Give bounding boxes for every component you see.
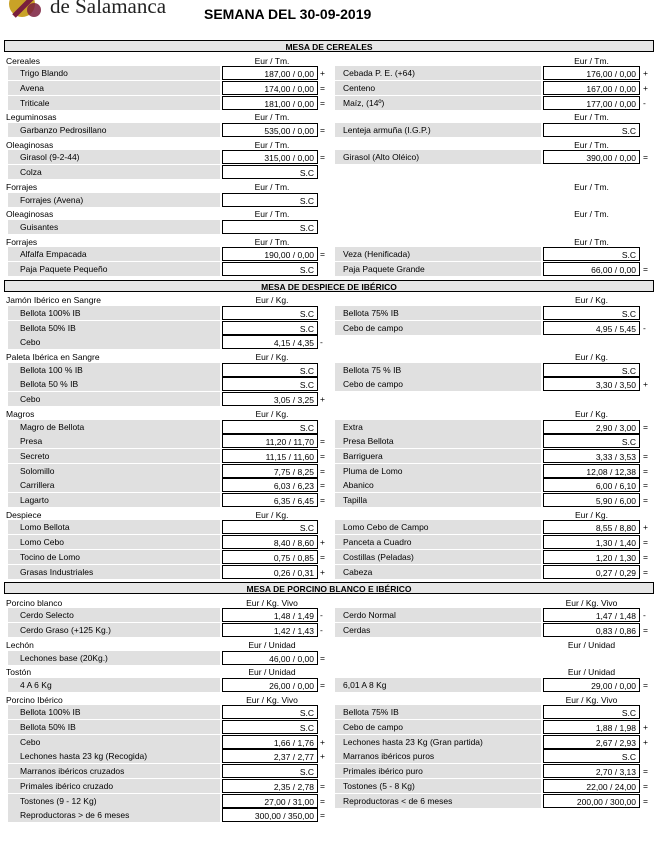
price-value-right: S.C xyxy=(543,434,640,448)
price-value-left: 7,75 / 8,25 xyxy=(222,464,318,478)
trend-right: + xyxy=(643,68,648,79)
unit-label-right: Eur / Kg. Vivo xyxy=(565,597,618,608)
trend-right xyxy=(643,123,655,137)
product-name-right: Marranos ibéricos puros xyxy=(335,749,541,763)
table-row xyxy=(0,493,668,507)
product-name-left: Guisantes xyxy=(8,220,220,234)
category-label: Paleta Ibérica en Sangre xyxy=(6,352,100,362)
price-value-right: 5,90 / 6,00 xyxy=(543,493,640,507)
unit-label-left: Eur / Kg. Vivo xyxy=(246,694,298,705)
price-value-right: 2,70 / 3,13 xyxy=(543,764,640,778)
product-name-left: Bellota 100% IB xyxy=(8,306,220,320)
table-row xyxy=(0,392,668,406)
price-value-left: 1,42 / 1,43 xyxy=(222,623,318,637)
table-row xyxy=(0,420,668,434)
price-value-right: 176,00 / 0,00 xyxy=(543,66,640,80)
unit-label-left: Eur / Kg. xyxy=(255,509,289,520)
trend-left: = xyxy=(320,480,325,491)
trend-left xyxy=(320,764,332,778)
unit-label-left: Eur / Kg. xyxy=(255,408,289,419)
price-value-left: 174,00 / 0,00 xyxy=(222,81,318,95)
table-row xyxy=(0,123,668,137)
product-name-left: Solomillo xyxy=(8,464,220,478)
unit-label-left: Eur / Unidad xyxy=(248,639,296,650)
price-value-left: S.C xyxy=(222,705,318,719)
product-name-right: Primales ibérico puro xyxy=(335,764,541,778)
price-value-left: 2,37 / 2,77 xyxy=(222,749,318,763)
product-name-left: 4 A 6 Kg xyxy=(8,678,220,692)
table-row xyxy=(0,193,668,207)
trend-right xyxy=(643,749,655,763)
trend-left: + xyxy=(320,566,325,577)
product-name-left: Presa xyxy=(8,434,220,448)
trend-right: - xyxy=(643,322,646,333)
product-name-right: Pluma de Lomo xyxy=(335,464,541,478)
price-value-right: 0,83 / 0,86 xyxy=(543,623,640,637)
product-name-right: 6,01 A 8 Kg xyxy=(335,678,541,692)
trend-left xyxy=(320,377,332,391)
table-row xyxy=(0,449,668,463)
price-value-right: S.C xyxy=(543,123,640,137)
price-value-left: S.C xyxy=(222,420,318,434)
table-row xyxy=(0,520,668,534)
trend-right: - xyxy=(643,97,646,108)
unit-label-left: Eur / Kg. xyxy=(255,352,289,362)
table-row xyxy=(0,478,668,492)
unit-label-left: Eur / Tm. xyxy=(254,139,290,150)
product-name-right: Panceta a Cuadro xyxy=(335,535,541,549)
trend-left: + xyxy=(320,751,325,762)
price-value-left: 11,20 / 11,70 xyxy=(222,434,318,448)
price-value-left: 187,00 / 0,00 xyxy=(222,66,318,80)
price-value-left: 300,00 / 350,00 xyxy=(222,808,318,822)
price-value-right: 4,95 / 5,45 xyxy=(543,321,640,335)
price-value-right: 177,00 / 0,00 xyxy=(543,96,640,110)
price-value-right: 1,47 / 1,48 xyxy=(543,608,640,622)
price-value-left: 0,26 / 0,31 xyxy=(222,565,318,579)
price-value-left: 6,03 / 6,23 xyxy=(222,478,318,492)
product-name-left: Grasas Industriales xyxy=(8,565,220,579)
price-value-left: S.C xyxy=(222,720,318,734)
page-title: SEMANA DEL 30-09-2019 xyxy=(204,6,372,22)
price-value-left: S.C xyxy=(222,262,318,276)
product-name-right: Reproductoras < de 6 meses xyxy=(335,794,541,808)
unit-label-right: Eur / Tm. xyxy=(574,209,609,220)
product-name-left: Bellota 100% IB xyxy=(8,705,220,719)
trend-left xyxy=(320,720,332,734)
product-name-right: Veza (Henificada) xyxy=(335,247,541,261)
trend-left xyxy=(320,321,332,335)
table-row xyxy=(0,66,668,80)
product-name-right: Extra xyxy=(335,420,541,434)
price-value-right: 3,30 / 3,50 xyxy=(543,377,640,391)
trend-left: = xyxy=(320,125,325,135)
trend-right xyxy=(643,434,655,448)
trend-right: + xyxy=(643,736,648,747)
unit-label-left: Eur / Tm. xyxy=(254,181,290,192)
product-name-right: Cebo de campo xyxy=(335,321,541,335)
trend-left: - xyxy=(320,610,323,621)
table-row xyxy=(0,535,668,549)
category-label: Forrajes xyxy=(6,236,38,247)
trend-right: = xyxy=(643,795,648,806)
product-name-left: Forrajes (Avena) xyxy=(8,193,220,207)
table-row xyxy=(0,705,668,719)
price-value-right: 22,00 / 24,00 xyxy=(543,779,640,793)
price-value-left: 1,66 / 1,76 xyxy=(222,735,318,749)
trend-left: = xyxy=(320,795,325,806)
price-value-left: S.C xyxy=(222,377,318,391)
trend-right: = xyxy=(643,495,648,505)
unit-label-right: Eur / Tm. xyxy=(574,55,609,66)
product-name-right: Girasol (Alto Oléico) xyxy=(335,150,541,164)
price-value-left: S.C xyxy=(222,306,318,320)
price-value-right: 1,30 / 1,40 xyxy=(543,535,640,549)
table-row xyxy=(0,720,668,734)
trend-left: = xyxy=(320,97,325,108)
price-value-left: S.C xyxy=(222,520,318,534)
category-label: Tostón xyxy=(6,667,32,678)
category-label: Leguminosas xyxy=(6,112,57,123)
table-row xyxy=(0,464,668,478)
price-value-left: 190,00 / 0,00 xyxy=(222,247,318,261)
trend-right: = xyxy=(643,679,648,690)
product-name-right: Tapilla xyxy=(335,493,541,507)
product-name-left: Secreto xyxy=(8,449,220,463)
price-value-left: 3,05 / 3,25 xyxy=(222,392,318,406)
price-value-left: 11,15 / 11,60 xyxy=(222,449,318,463)
trend-right: = xyxy=(643,780,648,791)
trend-left: - xyxy=(320,337,323,348)
category-label: Jamón Ibérico en Sangre xyxy=(6,295,101,306)
product-name-right: Lechones hasta 23 Kg (Gran partida) xyxy=(335,735,541,749)
product-name-left: Avena xyxy=(8,81,220,95)
table-row xyxy=(0,321,668,335)
trend-right: = xyxy=(643,264,648,274)
product-name-left: Cebo xyxy=(8,735,220,749)
trend-left xyxy=(320,363,332,377)
product-name-left: Magro de Bellota xyxy=(8,420,220,434)
table-row xyxy=(0,749,668,763)
unit-label-right: Eur / Tm. xyxy=(574,139,609,150)
trend-right xyxy=(643,363,655,377)
product-name-left: Bellota 50% IB xyxy=(8,321,220,335)
product-name-right: Cebo de campo xyxy=(335,720,541,734)
price-value-right: 0,27 / 0,29 xyxy=(543,565,640,579)
product-name-left: Reproductoras > de 6 meses xyxy=(8,808,220,822)
trend-right: + xyxy=(643,522,648,533)
trend-left: + xyxy=(320,68,325,79)
product-name-left: Triticale xyxy=(8,96,220,110)
product-name-right: Centeno xyxy=(335,81,541,95)
product-name-right: Lomo Cebo de Campo xyxy=(335,520,541,534)
unit-label-right: Eur / Tm. xyxy=(574,181,609,192)
price-value-right: 200,00 / 300,00 xyxy=(543,794,640,808)
section-banner: MESA DE CEREALES xyxy=(4,40,654,52)
trend-left: = xyxy=(320,450,325,461)
unit-label-left: Eur / Tm. xyxy=(254,236,290,247)
trend-right: + xyxy=(643,379,648,390)
product-name-left: Lechones base (20Kg.) xyxy=(8,651,220,665)
trend-left: + xyxy=(320,736,325,747)
lonja-logo-icon xyxy=(8,0,44,20)
category-label: Cereales xyxy=(6,55,41,66)
unit-label-right: Eur / Kg. xyxy=(574,352,609,362)
unit-label-right: Eur / Tm. xyxy=(574,236,609,247)
product-name-right: Paja Paquete Grande xyxy=(335,262,541,276)
unit-label-left: Eur / Tm. xyxy=(254,209,290,220)
trend-right: = xyxy=(643,480,648,491)
product-name-right: Barriguera xyxy=(335,449,541,463)
product-name-right: Tostones (5 - 8 Kg) xyxy=(335,779,541,793)
price-value-left: 0,75 / 0,85 xyxy=(222,550,318,564)
product-name-left: Primales ibérico cruzado xyxy=(8,779,220,793)
product-name-left: Lomo Cebo xyxy=(8,535,220,549)
price-value-right: 1,20 / 1,30 xyxy=(543,550,640,564)
product-name-right: Maíz, (14º) xyxy=(335,96,541,110)
table-row xyxy=(0,165,668,179)
unit-label-left: Eur / Kg. Vivo xyxy=(246,597,298,608)
trend-left: = xyxy=(320,551,325,562)
price-value-left: 1,48 / 1,49 xyxy=(222,608,318,622)
price-value-left: 315,00 / 0,00 xyxy=(222,150,318,164)
price-value-left: 2,35 / 2,78 xyxy=(222,779,318,793)
unit-label-left: Eur / Tm. xyxy=(254,112,290,123)
table-row xyxy=(0,363,668,377)
table-row xyxy=(0,565,668,579)
trend-left: = xyxy=(320,810,325,821)
trend-left: = xyxy=(320,82,325,93)
price-value-right: 66,00 / 0,00 xyxy=(543,262,640,276)
trend-right: = xyxy=(643,625,648,636)
price-value-right: 6,00 / 6,10 xyxy=(543,478,640,492)
trend-left: = xyxy=(320,465,325,476)
product-name-left: Lechones hasta 23 kg (Recogida) xyxy=(8,749,220,763)
product-name-left: Trigo Blando xyxy=(8,66,220,80)
product-name-left: Lomo Bellota xyxy=(8,520,220,534)
category-label: Porcino blanco xyxy=(6,597,63,608)
trend-left xyxy=(320,306,332,320)
price-value-right: 3,33 / 3,53 xyxy=(543,449,640,463)
unit-label-right: Eur / Tm. xyxy=(574,112,609,123)
brand-name: de Salamanca xyxy=(50,0,167,18)
trend-left: = xyxy=(320,652,325,663)
product-name-right: Presa Bellota xyxy=(335,434,541,448)
trend-right xyxy=(643,705,655,719)
unit-label-left: Eur / Tm. xyxy=(254,55,290,66)
section-banner: MESA DE DESPIECE DE IBÉRICO xyxy=(4,280,654,292)
product-name-left: Cerdo Graso (+125 Kg.) xyxy=(8,623,220,637)
table-row xyxy=(0,81,668,95)
product-name-right: Lenteja armuña (I.G.P.) xyxy=(335,123,541,137)
product-name-right: Bellota 75 % IB xyxy=(335,363,541,377)
product-name-left: Tocino de Lomo xyxy=(8,550,220,564)
product-name-left: Garbanzo Pedrosillano xyxy=(8,123,220,137)
product-name-right: Cebo de campo xyxy=(335,377,541,391)
price-value-right: S.C xyxy=(543,705,640,719)
price-value-right: S.C xyxy=(543,306,640,320)
trend-right: = xyxy=(643,465,648,476)
trend-left: = xyxy=(320,780,325,791)
page-header xyxy=(0,0,668,28)
price-value-right: 1,88 / 1,98 xyxy=(543,720,640,734)
category-label: Lechón xyxy=(6,639,34,650)
table-row xyxy=(0,779,668,793)
table-row xyxy=(0,735,668,749)
trend-right: = xyxy=(643,551,648,562)
table-row xyxy=(0,377,668,391)
unit-label-left: Eur / Unidad xyxy=(248,667,296,678)
table-row xyxy=(0,150,668,164)
trend-left: = xyxy=(320,249,325,260)
table-row xyxy=(0,550,668,564)
trend-left: = xyxy=(320,679,325,690)
price-value-right: S.C xyxy=(543,247,640,261)
price-value-right: 29,00 / 0,00 xyxy=(543,678,640,692)
product-name-left: Lagarto xyxy=(8,493,220,507)
trend-left xyxy=(320,165,332,179)
product-name-left: Alfalfa Empacada xyxy=(8,247,220,261)
price-value-right: 167,00 / 0,00 xyxy=(543,81,640,95)
trend-right xyxy=(643,306,655,320)
trend-right: = xyxy=(643,566,648,577)
trend-left: + xyxy=(320,394,325,405)
trend-right xyxy=(643,247,655,261)
table-row xyxy=(0,247,668,261)
category-label: Forrajes xyxy=(6,181,38,192)
trend-left: - xyxy=(320,625,323,636)
price-value-left: S.C xyxy=(222,764,318,778)
table-row xyxy=(0,220,668,234)
product-name-right: Cerdas xyxy=(335,623,541,637)
product-name-left: Colza xyxy=(8,165,220,179)
table-row xyxy=(0,608,668,622)
product-name-left: Paja Paquete Pequeño xyxy=(8,262,220,276)
table-row xyxy=(0,764,668,778)
price-value-left: S.C xyxy=(222,220,318,234)
product-name-left: Bellota 100 % IB xyxy=(8,363,220,377)
trend-right: = xyxy=(643,450,648,461)
table-row xyxy=(0,262,668,276)
table-row xyxy=(0,335,668,349)
price-value-left: 46,00 / 0,00 xyxy=(222,651,318,665)
category-label: Oleaginosas xyxy=(6,209,54,220)
trend-left: + xyxy=(320,537,325,548)
trend-left xyxy=(320,520,332,534)
price-value-left: 8,40 / 8,60 xyxy=(222,535,318,549)
trend-right: = xyxy=(643,152,648,163)
product-name-right: Bellota 75% IB xyxy=(335,705,541,719)
product-name-left: Bellota 50 % IB xyxy=(8,377,220,391)
trend-right: = xyxy=(643,766,648,777)
trend-right: + xyxy=(643,82,648,93)
trend-left xyxy=(320,705,332,719)
unit-label-right: Eur / Kg. xyxy=(574,509,609,520)
product-name-right: Abanico xyxy=(335,478,541,492)
product-name-right: Cabeza xyxy=(335,565,541,579)
price-value-left: 535,00 / 0,00 xyxy=(222,123,318,137)
price-value-left: 6,35 / 6,45 xyxy=(222,493,318,507)
table-row xyxy=(0,623,668,637)
trend-left xyxy=(320,262,332,276)
unit-label-left: Eur / Kg. xyxy=(255,295,289,306)
price-value-left: S.C xyxy=(222,193,318,207)
unit-label-right: Eur / Kg. Vivo xyxy=(565,694,618,705)
product-name-left: Carrillera xyxy=(8,478,220,492)
trend-right: - xyxy=(643,610,646,621)
product-name-left: Tostones (9 - 12 Kg) xyxy=(8,794,220,808)
unit-label-right: Eur / Unidad xyxy=(567,667,616,678)
price-value-right: 2,67 / 2,93 xyxy=(543,735,640,749)
product-name-left: Cebo xyxy=(8,392,220,406)
trend-left: = xyxy=(320,152,325,163)
price-value-right: 390,00 / 0,00 xyxy=(543,150,640,164)
price-value-left: 4,15 / 4,35 xyxy=(222,335,318,349)
price-value-right: 8,55 / 8,80 xyxy=(543,520,640,534)
price-value-right: S.C xyxy=(543,749,640,763)
unit-label-right: Eur / Kg. xyxy=(574,295,609,306)
price-value-left: S.C xyxy=(222,165,318,179)
price-value-left: 181,00 / 0,00 xyxy=(222,96,318,110)
table-row xyxy=(0,794,668,808)
product-name-right: Cerdo Normal xyxy=(335,608,541,622)
category-label: Despiece xyxy=(6,509,42,520)
price-value-right: 12,08 / 12,38 xyxy=(543,464,640,478)
trend-left xyxy=(320,220,332,234)
product-name-right: Costillas (Peladas) xyxy=(335,550,541,564)
category-label: Magros xyxy=(6,408,35,419)
trend-left: = xyxy=(320,436,325,447)
product-name-right: Cebada P. E. (+64) xyxy=(335,66,541,80)
price-value-left: S.C xyxy=(222,363,318,377)
unit-label-right: Eur / Kg. xyxy=(574,408,609,419)
table-row xyxy=(0,678,668,692)
table-row xyxy=(0,96,668,110)
price-value-right: 2,90 / 3,00 xyxy=(543,420,640,434)
category-label: Porcino Ibérico xyxy=(6,694,63,705)
trend-left xyxy=(320,420,332,434)
section-banner: MESA DE PORCINO BLANCO E IBÉRICO xyxy=(4,582,654,594)
category-label: Oleaginosas xyxy=(6,139,54,150)
product-name-left: Marranos ibéricos cruzados xyxy=(8,764,220,778)
table-row xyxy=(0,434,668,448)
trend-right: = xyxy=(643,537,648,548)
unit-label-right: Eur / Unidad xyxy=(567,639,616,650)
price-value-left: 26,00 / 0,00 xyxy=(222,678,318,692)
product-name-right: Bellota 75% IB xyxy=(335,306,541,320)
price-value-left: S.C xyxy=(222,321,318,335)
product-name-left: Bellota 50% IB xyxy=(8,720,220,734)
trend-right: = xyxy=(643,421,648,432)
trend-left: = xyxy=(320,495,325,505)
table-row xyxy=(0,306,668,320)
product-name-left: Cerdo Selecto xyxy=(8,608,220,622)
price-value-right: S.C xyxy=(543,363,640,377)
trend-right: + xyxy=(643,722,648,732)
price-value-left: 27,00 / 31,00 xyxy=(222,794,318,808)
trend-left xyxy=(320,193,332,207)
product-name-left: Girasol (9-2-44) xyxy=(8,150,220,164)
table-row xyxy=(0,651,668,665)
table-row xyxy=(0,808,668,822)
product-name-left: Cebo xyxy=(8,335,220,349)
